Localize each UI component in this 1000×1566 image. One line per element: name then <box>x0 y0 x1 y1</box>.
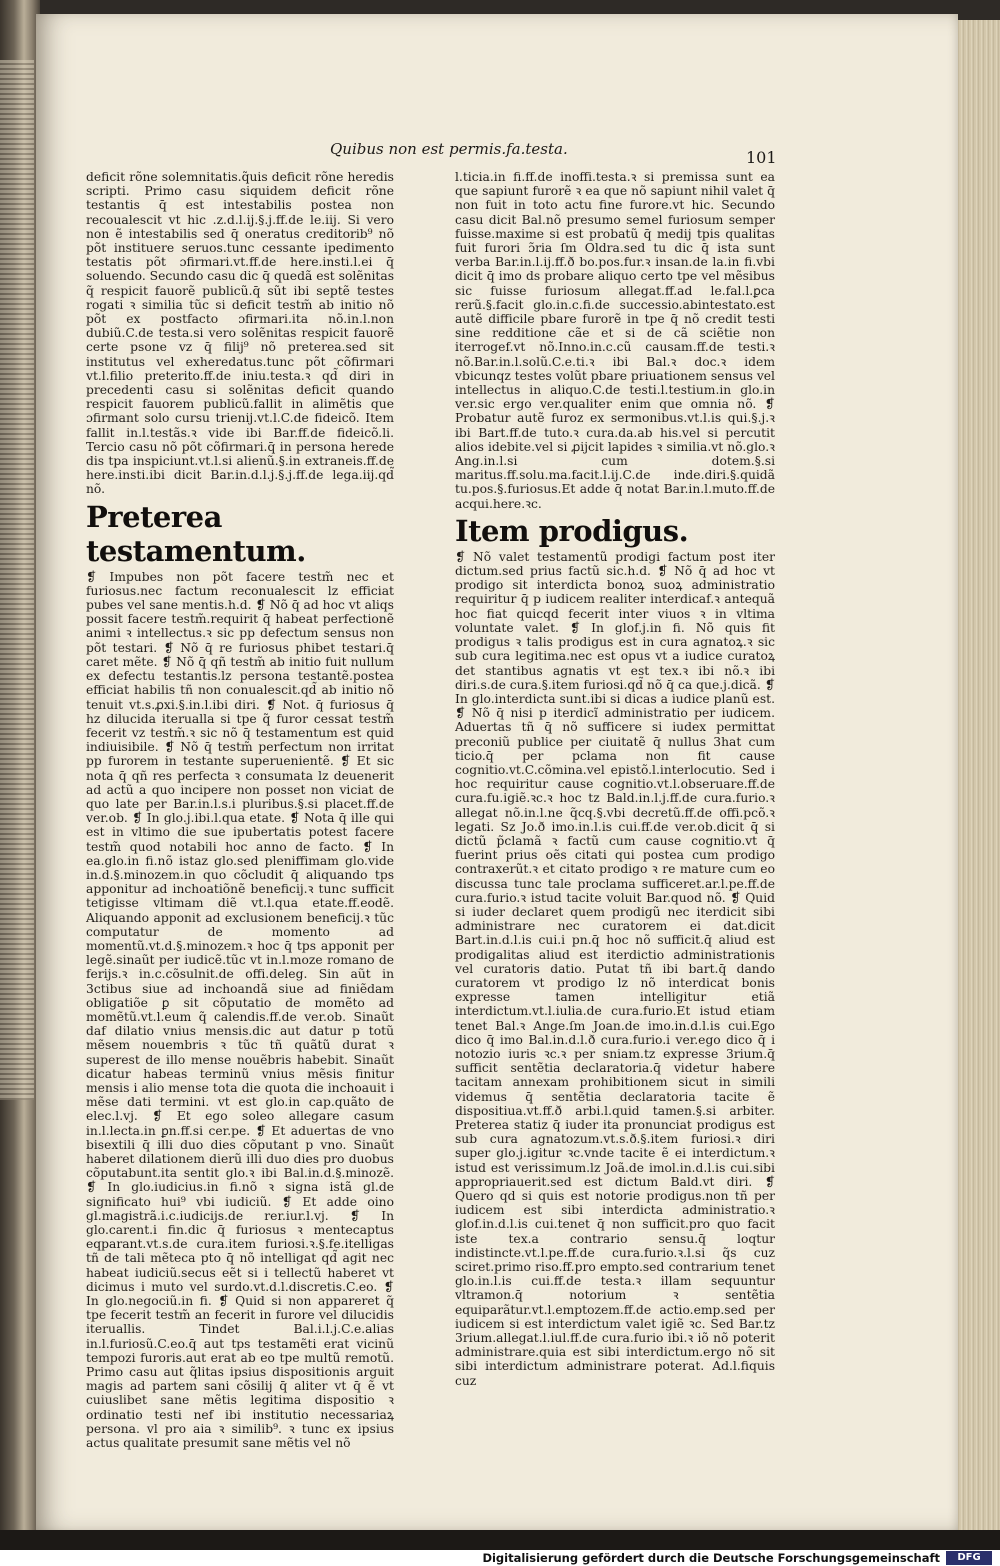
right-paragraph-1: l.ticia.in fi.ff.de inoffi.testa.ꝛ si premissa sunt ea que sapiunt furorẽ ꝛ ea que nõ sapiunt nihil valet q̄ non fuit in toto actu fine furore.vt hic. Secundo casu dicit Bal.nõ presumo semel furiosum semper fuisse.maxime si est probatũ q̄ medij tpis qualitas fuit furori ɔ̃ria ſm Oldra.sed tu dic q̄ ista sunt verba Bar.in.l.ij.ff.ð bo.pos.fur.ꝛ insan.de la.in fi.vbi dicit q̄ imo ds probare aliquo certo tpe vel mẽsibus sic fuisse furiosum allegat.ff.ad le.fal.l.ꝑca rerũ.§.facit glo.in.c.fi.de successio.abintestato.est autẽ difficile pbare furorẽ in tpe q̄ nõ credit testi sine redditione cãe et si de cã sciẽtie non iterrogef.vt nõ.Inno.in.c.cũ causam.ff.de testi.ꝛ nõ.Bar.in.l.solũ.C.e.ti.ꝛ ibi Bal.ꝛ doc.ꝛ idem vbicunqz testes volũt pbare priuationem sensus vel intellectus in aliquo.C.de testi.l.testium.in glo.in ver.sic ergo ver.qualiter enim que omnia nõ. ❡ Probatur autẽ furoz ex sermonibus.vt.l.is qui.§.j.ꝛ ibi Bart.ff.de tuto.ꝛ cura.da.ab his.vel si percutit alios idebite.vel si ꝓijcit lapides ꝛ similia.vt nõ.glo.ꝛ Ang.in.l.si cum dotem.§.si maritus.ff.solu.ma.facit.l.ij.C.de inde.diri.§.quidã tu.pos.§.furiosus.Et adde q̄ notat Bar.in.l.muto.ff.de acqui.here.ꝛc. <box>455 170 775 511</box>
funding-credit: Digitalisierung gefördert durch die Deutsche Forschungsgemeinschaft <box>482 1551 940 1565</box>
folio-number: 101 <box>746 148 777 167</box>
running-head: Quibus non est permis.fa.testa. <box>330 140 568 158</box>
left-page-text-strip <box>0 60 34 1100</box>
right-column <box>455 170 775 1388</box>
left-paragraph-1: deficit rõne solemnitatis.q̃uis deficit rõne heredis scripti. Primo casu siquidem deficit rõne testantis q̄ est intestabilis postea non recoualescit vt hic .z.d.l.ij.§.j.ff.de le.iij. Si vero non ẽ intestabilis sed q̄ oneratus creditorib⁹ nõ põt instituere seruos.tunc cessante ipedimento testatis põt ɔfirmari.vt.ff.de here.insti.l.ei q̄ soluendo. Secundo casu dic q̄ quedã est solẽnitas q̃ respicit fauorẽ publicũ.q̄ sũt ibi septẽ testes rogati ꝛ similia tũc si deficit testm̃ ab initio nõ põt ex postfacto ɔfirmari.ita nõ.in.l.non dubiũ.C.de testa.si vero solẽnitas respicit fauorẽ certe psone vz q̄ filij⁹ nõ preterea.sed sit institutus vel exheredatus.tunc põt cõfirmari vt.l.filio preterito.ff.de iniu.testa.ꝛ qd̃ diri in precedenti casu si solẽnitas deficit quando respicit fauorem publicũ.fallit in alimẽtis que ɔfirmant solo cursu trienij.vt.l.C.de fideicõ. Item fallit in.l.testãs.ꝛ vide ibi Bar.ff.de fideicõ.li. Tercio casu nõ põt cõfirmari.q̄ in persona herede dis tpa inspiciunt.vt.l.si alienũ.§.in extraneis.ff.de here.insti.ibi dicit Bar.in.d.l.j.§.j.ff.de lega.iij.qd̃ nõ. <box>86 170 394 497</box>
right-paragraph-2: ❡ Nõ valet testamentũ prodigi factum post iter dictum.sed prius factũ sic.h.d. ❡ Nõ q̄ ad hoc vt prodigo sit interdicta bonoꝝ suoꝝ administratio requiritur q̄ p iudicem realiter interdicaf.ꝛ antequã hoc fiat quicqd fecerit inter viuos ꝛ in vltima voluntate valet. ❡ In glof.j.in fi. Nõ quis fit prodigus ꝛ talis prodigus est in cura agnatoꝝ.ꝛ sic sub cura legitima.nec est opus vt a iudice curatoꝝ det stantibus agnatis vt est tex.ꝛ ibi nõ.ꝛ ibi diri.s.de cura.§.item furiosi.qd̃ nõ q̄ ca que.j.dicã. ❡ In glo.interdicta sunt.ibi si dicas a iudice planũ est. ❡ Nõ q̄ nisi p iterdicĩ administratio per iudicem. Aduertas tñ q̄ nõ sufficere si iudex permittat preconiũ publice per ciuitatẽ q̄ nullus 3hat cum ticio.q̄ per pclama non fit cause cognitio.vt.C.cõmina.vel epistõ.l.interlocutio. Sed i hoc requiritur cause cognitio.vt.l.obseruare.ff.de cura.fu.igiẽ.ꝛc.ꝛ hoc tz Bald.in.l.j.ff.de cura.furio.ꝛ allegat nõ.in.l.ne q̃cq.§.vbi decretũ.ff.de offi.pcõ.ꝛ legati. Sz Jo.ð imo.in.l.is cui.ff.de ver.ob.dicit q̄ si dictũ p̃clamã ꝛ factũ cum cause cognitio.vt q̄ fuerint prius oẽs citati qui postea cum prodigo contraxerũt.ꝛ et citato prodigo ꝛ re mature cum eo discussa tunc tale proclama sufficeret.ar.l.pe.ff.de cura.furio.ꝛ istud tacite voluit Bar.quod nõ. ❡ Quid si iuder declaret quem prodigũ nec iterdicit sibi administrare nec curatorem ei dat.dicit Bart.in.d.l.is cui.i pn.q̄ hoc nõ sufficit.q̄ aliud est prodigalitas aliud est iterdictio administrationis vel curatoris datio. Putat tñ ibi bart.q̄ dando curatorem vt prodigo lz nõ interdicat bonis expresse tamen intelligitur etiã interdictum.vt.l.iulia.de cura.furio.Et istud etiam tenet Bal.ꝛ Ange.ſm Joan.de imo.in.d.l.is cui.Ego dico q̄ imo Bal.in.d.l.ð cura.furio.i ver.ego dico q̄ i notozio iuris ꝛc.ꝛ per sniam.tz expresse 3rium.q̄ sufficit sentẽtia declaratoria.q̄ videtur habere tacitam annexam prohibitionem sicut in simili videmus q̄ sentẽtia declaratoria tacite ẽ dispositiua.vt.ff.ð arbi.l.quid tamen.§.si arbiter. Preterea statiz q̄ iuder ita pronunciat prodigus est sub cura agnatozum.vt.s.ð.§.item furiosi.ꝛ diri super glo.j.igitur ꝛc.vnde tacite ẽ ei interdictum.ꝛ istud est verissimum.lz Joã.de imol.in.d.l.is cui.sibi appropriauerit.sed est dictum Bald.vt diri. ❡ Quero qd si quis est notorie prodigus.non tñ per iudicem est sibi interdicta administratio.ꝛ glof.in.d.l.is cui.tenet q̄ non sufficit.pro quo facit iste tex.a contrario sensu.q̄ loqtur indistincte.vt.l.pe.ff.de cura.furio.ꝛ.l.si q̃s cuz sciret.primo riso.ff.pro empto.sed contrarium tenet glo.in.l.is cui.ff.de testa.ꝛ illam sequuntur vltramon.q̄ notorium ꝛ sentẽtia equiparãtur.vt.l.emptozem.ff.de actio.emp.sed per iudicem si est interdictum valet igiẽ ꝛc. Sed Bar.tz 3rium.allegat.l.iul.ff.de cura.furio ibi.ꝛ iõ nõ poterit administrare.quia est sibi interdictum.ergo nõ sit sibi interdictum administrare poterat. Ad.l.fiquis cuz <box>455 549 775 1388</box>
left-column <box>86 170 394 1450</box>
dfg-logo: DFG <box>946 1551 992 1565</box>
left-paragraph-2: ❡ Impubes non põt facere testm̃ nec et furiosus.nec factum reconualescit lz efficiat pubes vel sane mentis.h.d. ❡ Nõ q̄ ad hoc vt aliqs possit facere testm̃.requirit q̄ habeat perfectionẽ animi ꝛ intellectus.ꝛ sic pp defectum sensus non põt testari. ❡ Nõ q̄ re furiosus phibet testari.q̄ caret mẽte. ❡ Nõ q̄ qñ testm̃ ab initio fuit nullum ex defectu testantis.lz persona testantẽ.postea efficiat habilis tñ non conualescit.qd̃ ab initio nõ tenuit vt.s.ꝓxi.§.in.l.ibi diri. ❡ Not. q̄ furiosus q̄ hz dilucida iterualla si tpe q̃ furor cessat testm̃ fecerit vz testm̃.ꝛ sic nõ q̄ testamentum est quid indiuisibile. ❡ Nõ q̄ testm̃ perfectum non irritat pp furorem in testante superuenientẽ. ❡ Et sic nota q̄ qñ res perfecta ꝛ consumata lz deuenerit ad actũ a quo incipere non posset non viciat de quo late per Bar.in.l.s.i pluribus.§.si placet.ff.de ver.ob. ❡ In glo.j.ibi.l.qua etate. ❡ Nota q̄ ille qui est in vltimo die sue ipubertatis potest facere testm̃ quod notabili hoc anno de facto. ❡ In ea.glo.in fi.nõ istaz glo.sed pleniffimam glo.vide in.d.§.minozem.in quo cõcludit q̄ aliquando tps apponitur ad inchoatiõnẽ beneficij.ꝛ tunc sufficit tetigisse vltimam diẽ vt.l.qua etate.ff.eodẽ. Aliquando apponit ad exclusionem beneficij.ꝛ tũc computatur de momento ad momentũ.vt.d.§.minozem.ꝛ hoc q̄ tps apponit per legẽ.sinaũt per iudicẽ.tũc vt in.l.moze romano de ferijs.ꝛ in.c.cõsulnit.de offi.deleg. Sin aũt in 3ctibus siue ad inchoandã siue ad finiẽdam obligatiõe ꝑ sit cõputatio de momẽto ad momẽtũ.vt.l.eum q̃ calendis.ff.de ver.ob. Sinaũt daf dilatio vnius mensis.dic aut datur p totũ mẽsem nouembris ꝛ tũc tñ quãtũ durat ꝛ superest de illo mense nouẽbris habebit. Sinaũt dicatur habeas terminũ vnius mẽsis finitur mensis i alio mense tota die quota die inchoauit i mẽse dati termini. vt est glo.in cap.quãto de elec.l.vj. ❡ Et ego soleo allegare casum in.l.lecta.in ꝑn.ff.si cer.pe. ❡ Et aduertas de vno bisextili q̄ illi duo dies cõputant p vno. Sinaũt haberet dilationem dierũ illi duo dies pro duobus cõputabunt.ita sentit glo.ꝛ ibi Bal.in.d.§.minozẽ. ❡ In glo.iudicius.in fi.nõ ꝛ signa istã gl.de significato hui⁹ vbi iudiciũ. ❡ Et adde oino gl.magistrã.i.c.iudicijs.de rer.iur.l.vj. ❡ In glo.carent.i fin.dic q̄ furiosus ꝛ mentecaptus eqparant.vt.s.de cura.item furiosi.ꝛ.§.fe.itelligas tñ de tali mẽteca pto q̄ nõ intelligat qd̃ agit nec habeat iudiciũ.secus eẽt si i tellectũ haberet vt dicimus i muto vel surdo.vt.d.l.discretis.C.eo. ❡ In glo.negociũ.in fi. ❡ Quid si non appareret q̃ tpe fecerit testm̃ an fecerit in furore vel dilucidis iteruallis. Tindet Bal.i.l.j.C.e.alias in.l.furiosũ.C.eo.q̄ aut tps testamẽti erat vicinũ tempozi furoris.aut erat ab eo tpe multũ remotũ. Primo casu aut q̃litas ipsius dispositionis arguit magis ad partem sani cõsilij q̄ aliter vt q̄ ẽ vt cuiuslibet sane mẽtis legitima dispositio ꝛ ordinatio testi nef ibi institutio necessariaꝝ persona. vl pro aia ꝛ similib⁹. ꝛ tunc ex ipsius actus qualitate presumit sane mẽtis vel nõ <box>86 569 394 1451</box>
right-section-heading: Item prodigus. <box>455 513 689 548</box>
book-shadow <box>0 1530 1000 1550</box>
left-section-heading: Preterea testamentum. <box>86 499 306 568</box>
